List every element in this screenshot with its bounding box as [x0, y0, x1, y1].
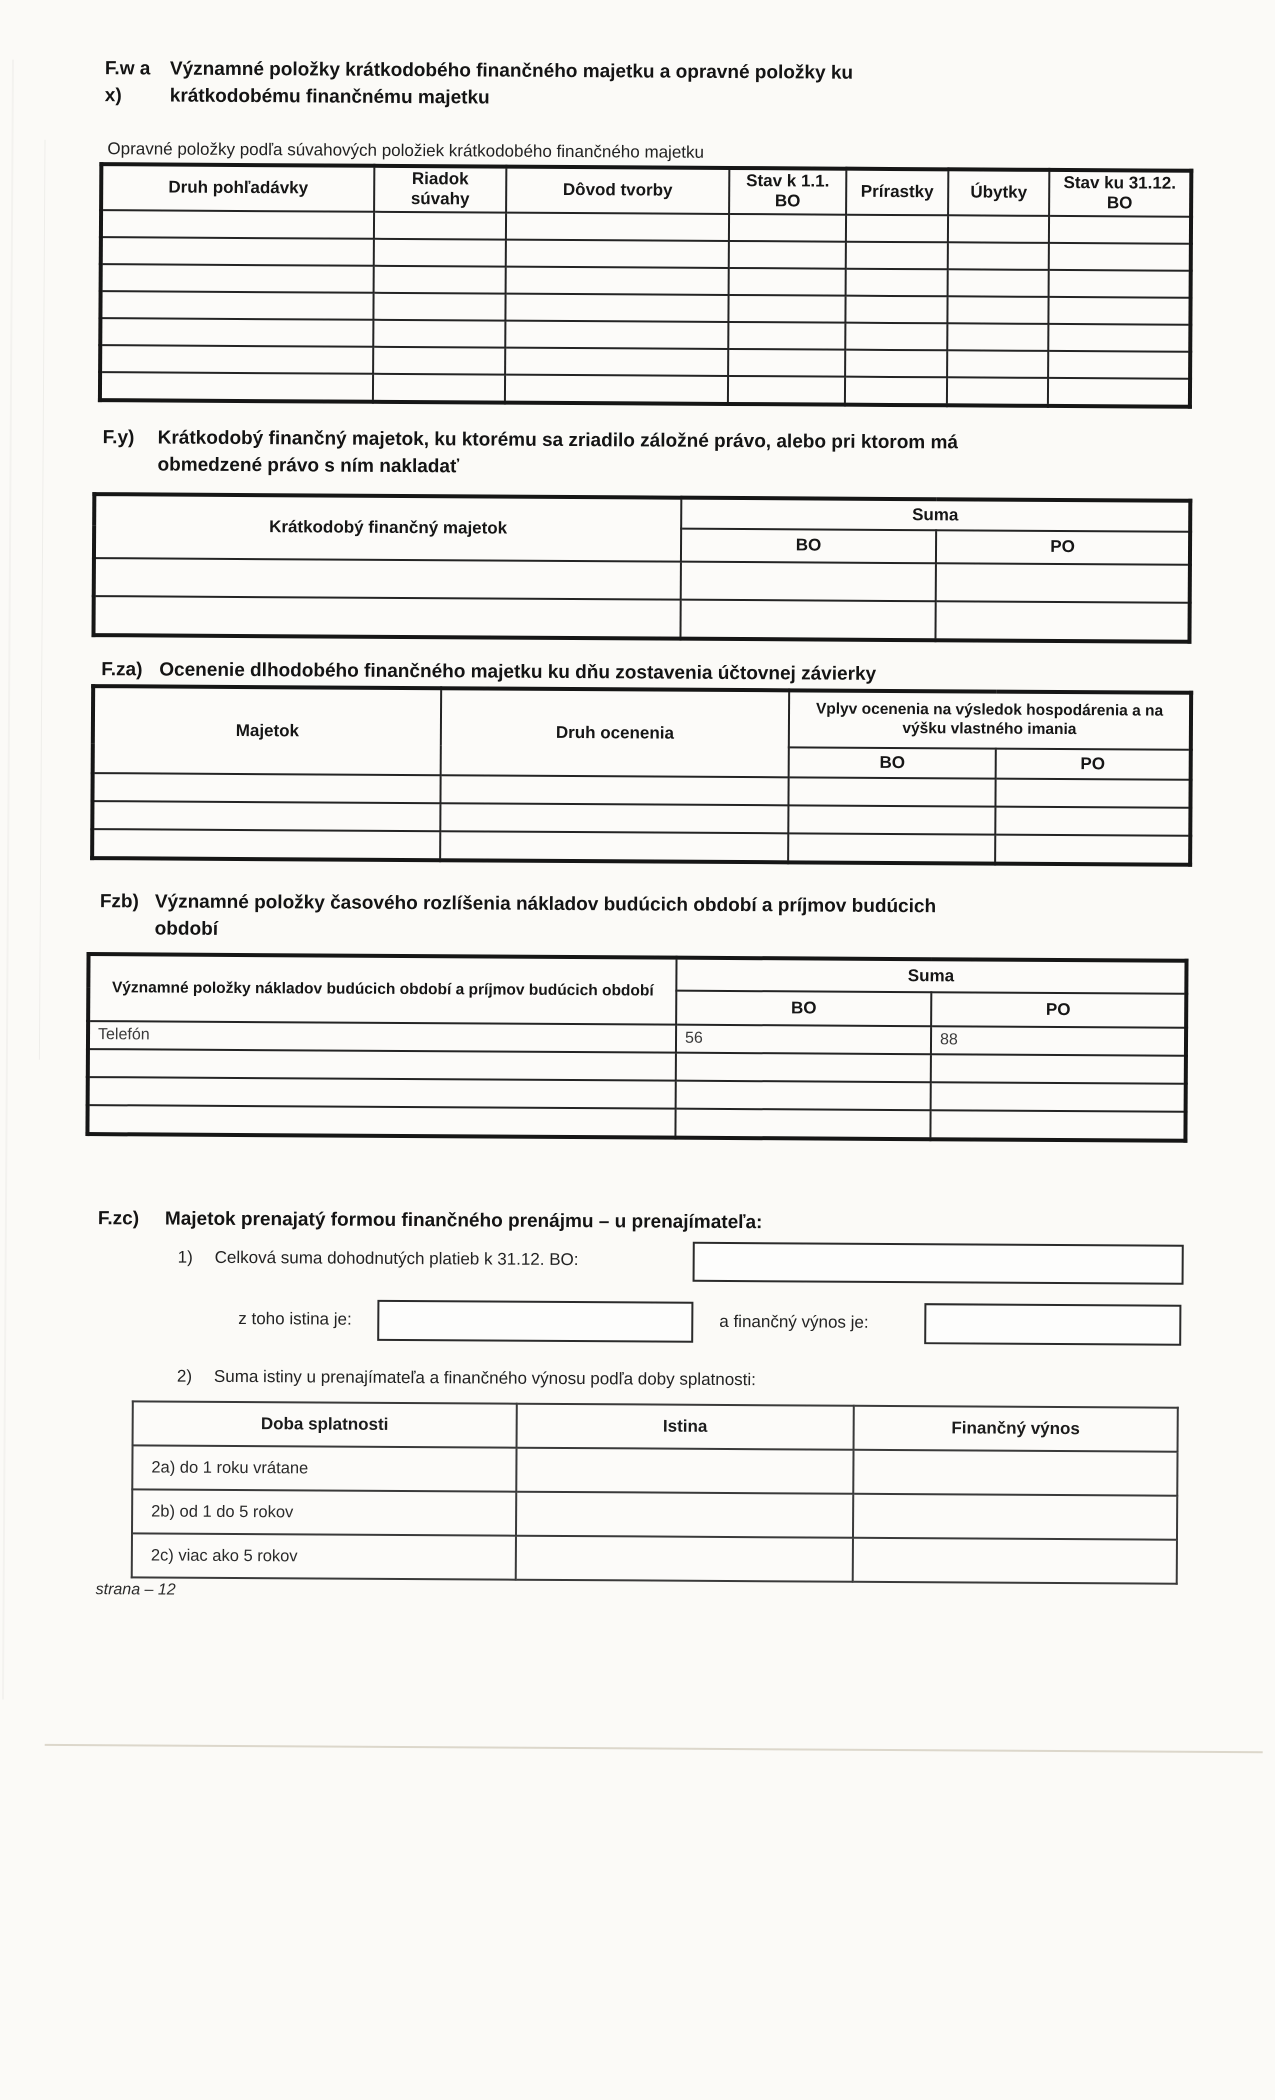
empty-cell	[845, 295, 947, 323]
col-header: Krátkodobý finančný majetok	[94, 494, 681, 562]
col-header: Istina	[517, 1404, 854, 1450]
splatnost-table	[131, 1400, 1179, 1584]
section-code: F.zc)	[97, 1208, 140, 1230]
total-payments-field	[693, 1242, 1184, 1285]
empty-cell	[676, 1081, 931, 1111]
section-code: F.w a x)	[104, 58, 151, 107]
empty-cell	[845, 349, 947, 377]
empty-cell	[374, 212, 506, 240]
scan-paper-edge	[45, 1744, 1263, 1753]
empty-cell	[101, 264, 374, 293]
empty-cell	[506, 212, 729, 240]
table-row	[132, 1445, 1177, 1495]
empty-cell	[676, 1053, 931, 1083]
col-header-group: Vplyv ocenenia na výsledok hospodárenia a na výšku vlastného imania	[789, 690, 1191, 749]
table-cell: 56	[676, 1025, 931, 1055]
empty-cell	[93, 596, 680, 639]
empty-cell	[505, 374, 728, 403]
empty-cell	[846, 214, 948, 242]
istina-field	[377, 1300, 693, 1343]
col-header-bo: BO	[681, 529, 936, 564]
empty-cell	[505, 320, 728, 348]
header-row	[94, 494, 1190, 532]
empty-row	[93, 596, 1189, 642]
col-header-bo: BO	[676, 991, 931, 1027]
empty-cell	[788, 805, 995, 834]
table-cell	[516, 1448, 853, 1494]
table-cell: 2a) do 1 roku vrátane	[132, 1445, 516, 1491]
empty-cell	[930, 1110, 1185, 1141]
casove-rozlisenie-table	[85, 952, 1188, 1143]
empty-cell	[995, 835, 1190, 865]
empty-cell	[505, 293, 728, 321]
header-row	[88, 954, 1186, 994]
vynos-field	[924, 1303, 1181, 1346]
empty-cell	[373, 347, 505, 375]
empty-cell	[92, 829, 440, 860]
col-header: Doba splatnosti	[133, 1401, 517, 1447]
empty-cell	[948, 269, 1049, 297]
empty-cell	[728, 349, 845, 377]
empty-cell	[374, 239, 506, 267]
section-heading-fza	[101, 656, 876, 688]
empty-cell	[374, 266, 506, 294]
section-title: Krátkodobý finančný majetok, ku ktorému sa zriadilo záložné právo, alebo pri ktorom má obmedzené právo s ním nakladať	[157, 427, 959, 478]
section-heading-fzb	[100, 888, 985, 947]
col-header: Majetok	[93, 686, 442, 775]
header-row	[133, 1401, 1178, 1451]
section-title: Významné položky časového rozlíšenia nákladov budúcich období a príjmov budúcich období	[154, 891, 937, 940]
empty-cell	[947, 296, 1048, 324]
empty-cell	[101, 237, 374, 266]
empty-cell	[846, 268, 948, 296]
empty-cell	[1048, 297, 1190, 325]
section-heading-fwax	[105, 55, 935, 114]
section-code: Fzb)	[99, 891, 139, 913]
table-row	[132, 1489, 1177, 1539]
col-header: Stav ku 31.12. BO	[1049, 170, 1191, 217]
empty-cell	[101, 210, 374, 239]
empty-cell	[846, 241, 948, 269]
empty-cell	[506, 266, 729, 294]
empty-cell	[1048, 324, 1190, 352]
empty-cell	[506, 239, 729, 267]
ocenenie-table	[90, 684, 1193, 867]
empty-cell	[995, 807, 1190, 836]
col-header-po: PO	[931, 992, 1186, 1028]
col-header: Prírastky	[846, 169, 948, 215]
col-header: Dôvod tvorby	[506, 167, 729, 214]
col-header-po: PO	[936, 530, 1190, 565]
empty-row	[92, 829, 1190, 865]
empty-cell	[788, 833, 995, 863]
col-header: Druh ocenenia	[441, 688, 790, 777]
empty-cell	[1049, 243, 1191, 271]
item1-label: Celková suma dohodnutých platieb k 31.12. BO:	[214, 1247, 579, 1270]
scan-streak	[39, 140, 46, 1060]
vynos-label: a finančný výnos je:	[719, 1311, 869, 1332]
empty-cell	[845, 322, 947, 350]
empty-cell	[92, 801, 440, 831]
empty-cell	[440, 775, 788, 805]
table-cell	[853, 1494, 1177, 1540]
empty-cell	[100, 291, 373, 320]
istina-label: z toho istina je:	[238, 1308, 352, 1329]
opravne-polozky-table	[98, 162, 1193, 408]
empty-cell	[88, 1077, 676, 1109]
col-header-po: PO	[996, 749, 1191, 780]
table-cell	[516, 1536, 853, 1582]
col-header: Stav k 1.1. BO	[729, 168, 846, 214]
empty-cell	[948, 215, 1049, 243]
empty-cell	[845, 376, 947, 405]
col-header: Významné položky nákladov budúcich období a príjmov budúcich období	[88, 954, 676, 1025]
empty-cell	[729, 268, 846, 296]
item2-label: Suma istiny u prenajímateľa a finančného výnosu podľa doby splatnosti:	[213, 1366, 756, 1390]
empty-cell	[680, 600, 935, 641]
col-header-group: Suma	[676, 958, 1186, 994]
empty-cell	[788, 777, 995, 806]
section-title: Ocenenie dlhodobého finančného majetku ku dňu zostavenia účtovnej závierky	[159, 659, 877, 685]
empty-cell	[100, 345, 373, 374]
empty-cell	[440, 803, 788, 833]
section-code: F.za)	[101, 659, 143, 681]
empty-cell	[440, 831, 788, 862]
empty-cell	[936, 563, 1190, 603]
empty-row	[87, 1105, 1185, 1141]
empty-cell	[728, 376, 845, 405]
item2-number: 2)	[176, 1366, 193, 1386]
section-heading-fy	[102, 424, 1057, 484]
empty-cell	[675, 1109, 930, 1140]
empty-cell	[87, 1105, 675, 1138]
table-cell: 2b) od 1 do 5 rokov	[132, 1489, 516, 1535]
empty-cell	[88, 1049, 676, 1081]
table-cell	[516, 1492, 853, 1538]
empty-cell	[729, 241, 846, 269]
empty-cell	[373, 293, 505, 321]
empty-cell	[947, 323, 1048, 351]
empty-cell	[728, 295, 845, 323]
col-header: Finančný výnos	[854, 1406, 1178, 1452]
empty-cell	[94, 558, 681, 600]
item1-number: 1)	[177, 1247, 193, 1267]
col-header: Úbytky	[948, 169, 1049, 215]
empty-cell	[1049, 216, 1191, 244]
empty-cell	[995, 779, 1190, 808]
header-row	[93, 686, 1191, 750]
col-header-bo: BO	[789, 747, 996, 778]
section-title: Majetok prenajatý formou finančného prenájmu – u prenajímateľa:	[164, 1208, 763, 1234]
col-header-group: Suma	[681, 498, 1190, 532]
empty-cell	[1048, 378, 1190, 407]
empty-cell	[948, 242, 1049, 270]
empty-cell	[681, 562, 936, 602]
scan-streak	[2, 60, 14, 1700]
page-number: strana – 12	[95, 1581, 176, 1599]
table-cell: 88	[931, 1026, 1186, 1056]
col-header: Riadok súvahy	[374, 166, 506, 213]
empty-row	[100, 372, 1190, 407]
empty-cell	[373, 320, 505, 348]
empty-cell	[935, 601, 1189, 642]
section-code: F.y)	[102, 427, 135, 449]
empty-cell	[100, 372, 373, 402]
zalozne-pravo-table	[91, 492, 1192, 644]
table-cell	[853, 1450, 1177, 1496]
empty-cell	[505, 347, 728, 375]
section-title: Významné položky krátkodobého finančného majetku a opravné položky ku krátkodobému finančnému majetku	[169, 58, 854, 109]
empty-row	[94, 558, 1190, 603]
empty-cell	[373, 374, 505, 403]
table-cell: Telefón	[88, 1021, 676, 1053]
table-cell: 2c) viac ako 5 rokov	[132, 1533, 516, 1579]
empty-cell	[728, 322, 845, 350]
section-heading-fzc	[98, 1205, 763, 1236]
header-row	[101, 164, 1191, 216]
empty-cell	[100, 318, 373, 347]
empty-cell	[931, 1082, 1186, 1112]
empty-cell	[1049, 270, 1191, 298]
col-header: Druh pohľadávky	[101, 164, 374, 211]
empty-cell	[729, 214, 846, 242]
table-cell	[853, 1538, 1177, 1584]
empty-cell	[92, 773, 440, 803]
empty-cell	[947, 350, 1048, 378]
empty-cell	[931, 1054, 1186, 1084]
empty-cell	[1048, 351, 1190, 379]
table-row	[132, 1533, 1177, 1583]
table-caption-opravne: Opravné položky podľa súvahových položiek krátkodobého finančného majetku	[107, 139, 705, 162]
empty-cell	[947, 377, 1048, 406]
